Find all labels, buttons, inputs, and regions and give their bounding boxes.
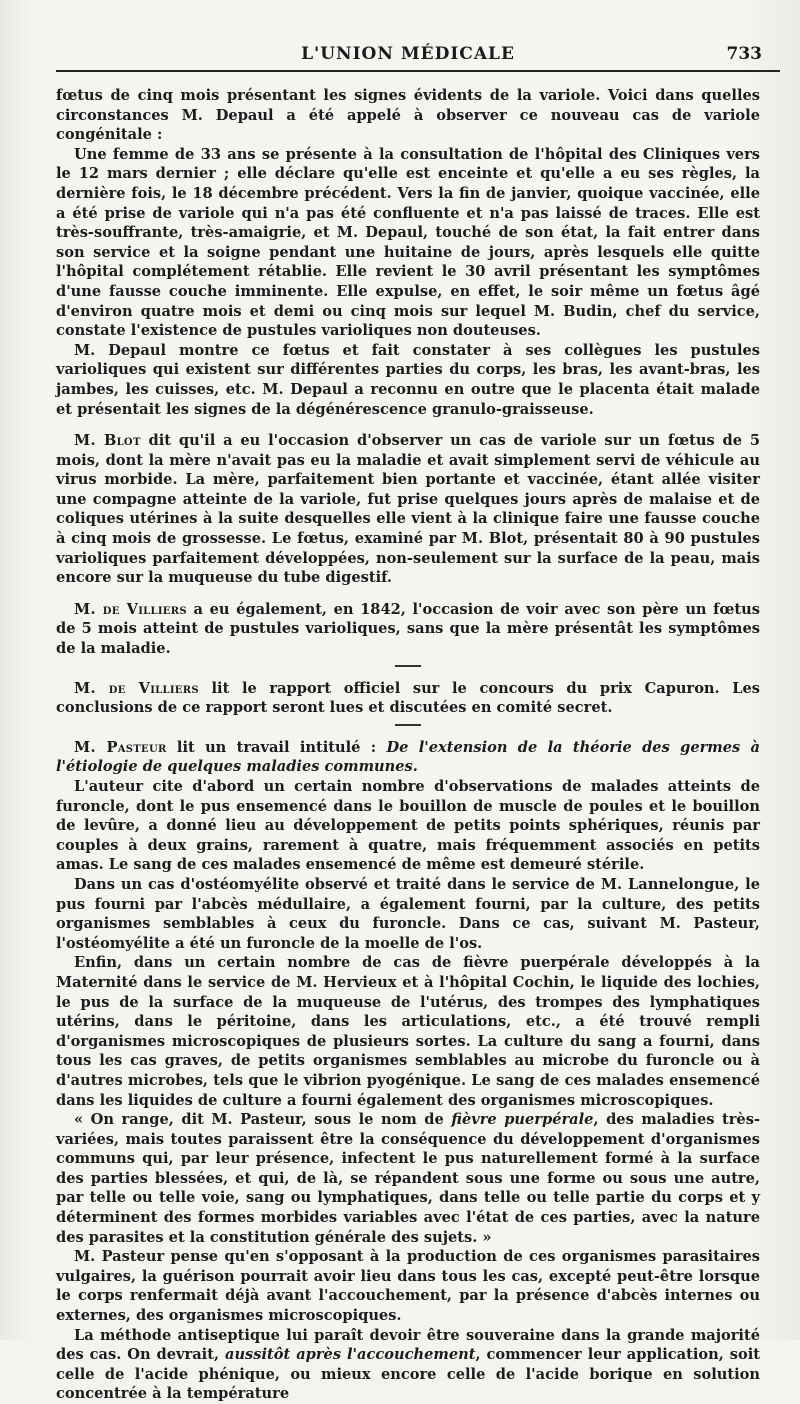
paragraph — [56, 1110, 760, 1247]
page-number: 733 — [726, 44, 762, 64]
paragraph-text: , commencer leur application, soit celle de l'acide phénique, ou mieux encore celle de l'acide borique en solution concentrée à la température — [56, 1346, 760, 1403]
paragraph: Dans un cas d'ostéomyélite observé et traité dans le service de M. Lannelongue, le pus fourni par l'abcès médullaire, a également fourni, par la culture, des petits organismes semblables à ceux du furoncle. Dans ce cas, suivant M. Pasteur, l'ostéomyélite a été un furoncle de la moelle de l'os. — [56, 875, 760, 952]
paragraph-text: dit qu'il a eu l'occasion d'observer un cas de variole sur un fœtus de 5 mois, dont la mère n'avait pas eu la maladie et avait simplement servi de véhicule au virus morbide. La mère, parfaitement bien portante et vaccinée, étant allée visiter une compagne atteinte de la variole, fut prise quelques jours après de malaise et de coliques utérines à la suite desquelles elle vient à la clinique faire une fausse couche à cinq mois de grossesse. Le fœtus, examiné par M. Blot, présentait 80 à 90 pustules varioliques parfaitement développées, non-seulement sur la surface de la peau, mais encore sur la muqueuse du tube digestif. — [56, 432, 761, 587]
paragraph-text: a eu également, en 1842, l'occasion de voir avec son père un fœtus de 5 mois atteint de pustules varioliques, sans que la mère présentât les symptômes de la maladie. — [56, 600, 760, 658]
emphasis: aussitôt après l'accouchement — [224, 1346, 476, 1364]
speaker-name: M. Pasteur — [74, 738, 167, 756]
paragraph-text: lit le rapport officiel sur le concours du prix Capuron. Les conclusions de ce rapport seront lues et discutées en comité secret. — [56, 679, 760, 717]
article-body — [56, 70, 760, 1404]
paragraph-text: « On range, dit M. Pasteur, sous le nom de — [74, 1111, 452, 1129]
work-title: De l'extension de la théorie des germes à l'étiologie de quelques maladies communes. — [56, 738, 761, 776]
paragraph — [56, 431, 760, 588]
paragraph: Une femme de 33 ans se présente à la consultation de l'hôpital des Cliniques vers le 12 mars dernier ; elle déclare qu'elle est enceinte et qu'elle a eu ses règles, la dernière fois, le 18 décembre précédent. Vers la fin de janvier, quoique vaccinée, elle a été prise de variole qui n'a pas été confluente et n'a pas laissé de traces. Elle est très-souffrante, très-amaigrie, et M. Depaul, touché de son état, la fait entrer dans son service et la soigne pendant une huitaine de jours, après lesquels elle quitte l'hôpital complétement rétablie. Elle revient le 30 avril présentant les symptômes d'une fausse couche imminente. Elle expulse, en effet, le soir même un fœtus âgé d'environ quatre mois et demi ou cinq mois sur lequel M. Budin, chef du service, constate l'existence de pustules varioliques non douteuses. — [56, 145, 760, 340]
running-title: L'UNION MÉDICALE — [301, 44, 515, 64]
header-rule — [56, 70, 780, 72]
paragraph-text: La méthode antiseptique lui paraît devoir être souveraine dans la grande majorité des cas. On devrait, — [56, 1326, 760, 1364]
paragraph: L'auteur cite d'abord un certain nombre d'observations de malades atteints de furoncle, dont le pus ensemencé dans le bouillon de muscle de poules et le bouillon de levûre, a donné lieu au développement de petits points sphériques, réunis par couples à deux grains, rarement à quatre, mais fréquemment associés en petits amas. Le sang de ces malades ensemencé de même est demeuré stérile. — [56, 778, 760, 874]
paragraph-text: , des maladies très-variées, mais toutes paraissent être la conséquence du développement d'organismes communs qui, par leur présence, infectent le pus naturellement formé à la surface des parties blessées, et qui, de là, se répandent sous une forme ou sous une autre, par telle ou telle voie, sang ou lymphatiques, dans telle ou telle partie du corps et y déterminent des formes morbides variables avec l'état de ces parties, avec la nature des parasites et la constitution générale des sujets. » — [56, 1111, 760, 1246]
section-separator — [395, 665, 421, 667]
section-separator — [395, 724, 421, 726]
speaker-name: M. de Villiers — [74, 679, 199, 697]
paragraph — [56, 600, 760, 659]
paragraph: M. Depaul montre ce fœtus et fait constater à ses collègues les pustules varioliques qui existent sur différentes parties du corps, les bras, les avant-bras, les jambes, les cuisses, etc. M. Depaul a reconnu en outre que le placenta était malade et présentait les signes de la dégénérescence granulo-graisseuse. — [56, 341, 760, 418]
paragraph — [56, 738, 760, 777]
paragraph — [56, 679, 760, 718]
page-header — [56, 0, 760, 70]
speaker-name: M. Blot — [74, 432, 141, 450]
paragraph — [56, 1326, 760, 1404]
speaker-name: M. de Villiers — [74, 600, 187, 618]
emphasis: fièvre puerpérale — [451, 1111, 594, 1129]
paragraph-text: lit un travail intitulé : — [166, 738, 387, 756]
paragraph: fœtus de cinq mois présentant les signes évidents de la variole. Voici dans quelles circonstances M. Depaul a été appelé à observer ce nouveau cas de variole congénitale : — [56, 87, 760, 144]
paragraph: Enfin, dans un certain nombre de cas de fièvre puerpérale développés à la Maternité dans le service de M. Hervieux et à l'hôpital Cochin, le liquide des lochies, le pus de la surface de la muqueuse de l'utérus, des trompes des lymphatiques utérins, dans le péritoine, dans les articulations, etc., a été trouvé rempli d'organismes microscopiques de plusieurs sortes. La culture du sang a fourni, dans tous les cas graves, de petits organismes semblables au microbe du furoncle ou à d'autres microbes, tels que le vibrion pyogénique. Le sang de ces malades ensemencé dans les liquides de culture a fourni également des organismes microscopiques. — [56, 954, 760, 1109]
paragraph: M. Pasteur pense qu'en s'opposant à la production de ces organismes parasitaires vulgaires, la guérison pourrait avoir lieu dans tous les cas, excepté peut-être lorsque le corps renfermait déjà avant l'accouchement, par la présence d'abcès internes ou externes, des organismes microscopiques. — [56, 1248, 760, 1325]
